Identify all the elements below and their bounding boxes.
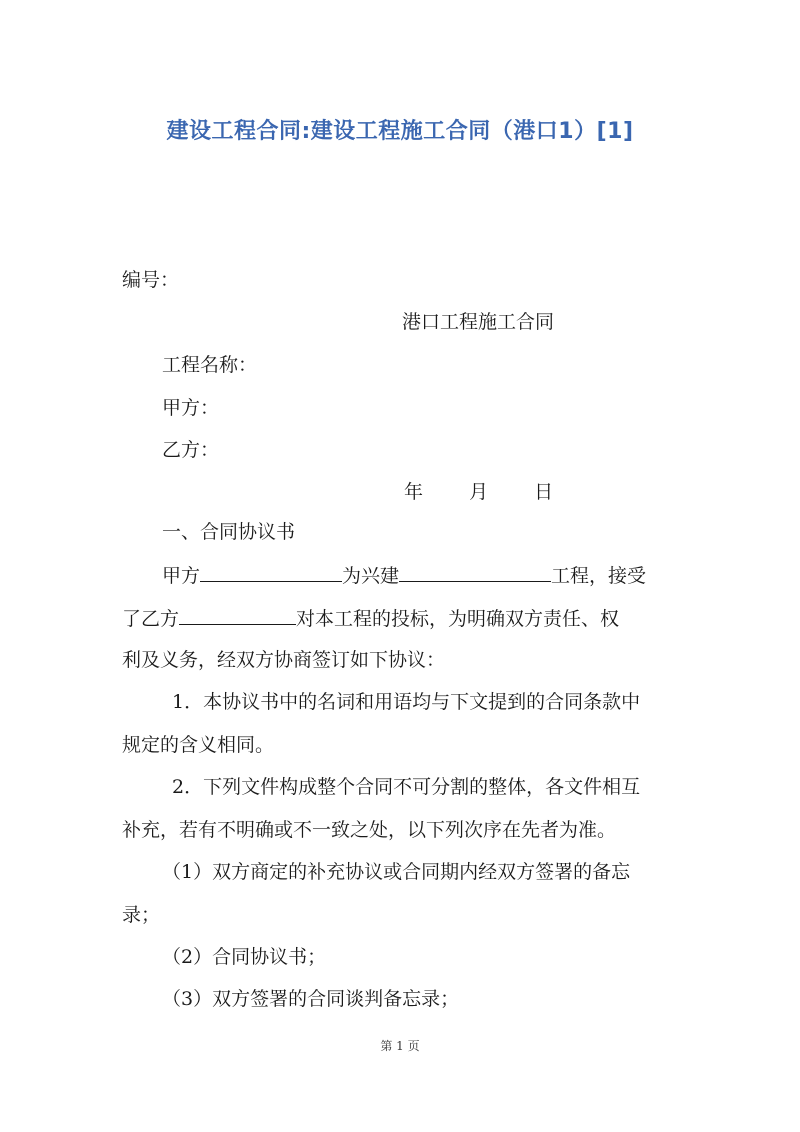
- item-1-line-1: 1．本协议书中的名词和用语均与下文提到的合同条款中: [172, 691, 641, 713]
- blank-field: [200, 563, 342, 582]
- section-heading: 一、合同协议书: [162, 521, 296, 543]
- paragraph-text: 工程，接受: [551, 565, 647, 587]
- date-month: 月: [469, 481, 489, 503]
- date-day: 日: [534, 481, 554, 503]
- sub-item-2: （2）合同协议书；: [162, 946, 327, 968]
- date-line: [404, 480, 553, 504]
- paragraph-text: 对本工程的投标，为明确双方责任、权: [296, 608, 620, 630]
- item-2-line-2: 补充，若有不明确或不一致之处，以下列次序在先者为准。: [122, 819, 617, 841]
- paragraph-1-line-1: [162, 563, 646, 588]
- sub-item-3: （3）双方签署的合同谈判备忘录；: [162, 988, 460, 1010]
- paragraph-text: 为兴建: [342, 565, 400, 587]
- date-year: 年: [404, 481, 424, 503]
- blank-field: [399, 563, 551, 582]
- contract-heading: 港口工程施工合同: [402, 311, 555, 333]
- number-label: 编号：: [122, 269, 180, 291]
- item-1-line-2: 规定的含义相同。: [122, 734, 275, 756]
- sub-item-1-line-1: （1）双方商定的补充协议或合同期内经双方签署的备忘: [162, 861, 631, 883]
- document-title: 建设工程合同:建设工程施工合同（港口1）[1]: [166, 119, 634, 144]
- party-b-label: 乙方：: [162, 439, 220, 461]
- blank-field: [179, 606, 296, 625]
- paragraph-text: 了乙方: [122, 608, 180, 630]
- project-name-label: 工程名称：: [162, 354, 258, 376]
- sub-item-1-line-2: 录；: [122, 904, 161, 926]
- party-a-label: 甲方：: [162, 397, 220, 419]
- item-2-line-1: 2．下列文件构成整个合同不可分割的整体，各文件相互: [172, 776, 641, 798]
- page-number: 第 1 页: [380, 1039, 420, 1053]
- paragraph-text: 甲方: [162, 565, 201, 587]
- paragraph-1-line-3: 利及义务，经双方协商签订如下协议：: [122, 649, 446, 671]
- paragraph-1-line-2: [122, 606, 619, 631]
